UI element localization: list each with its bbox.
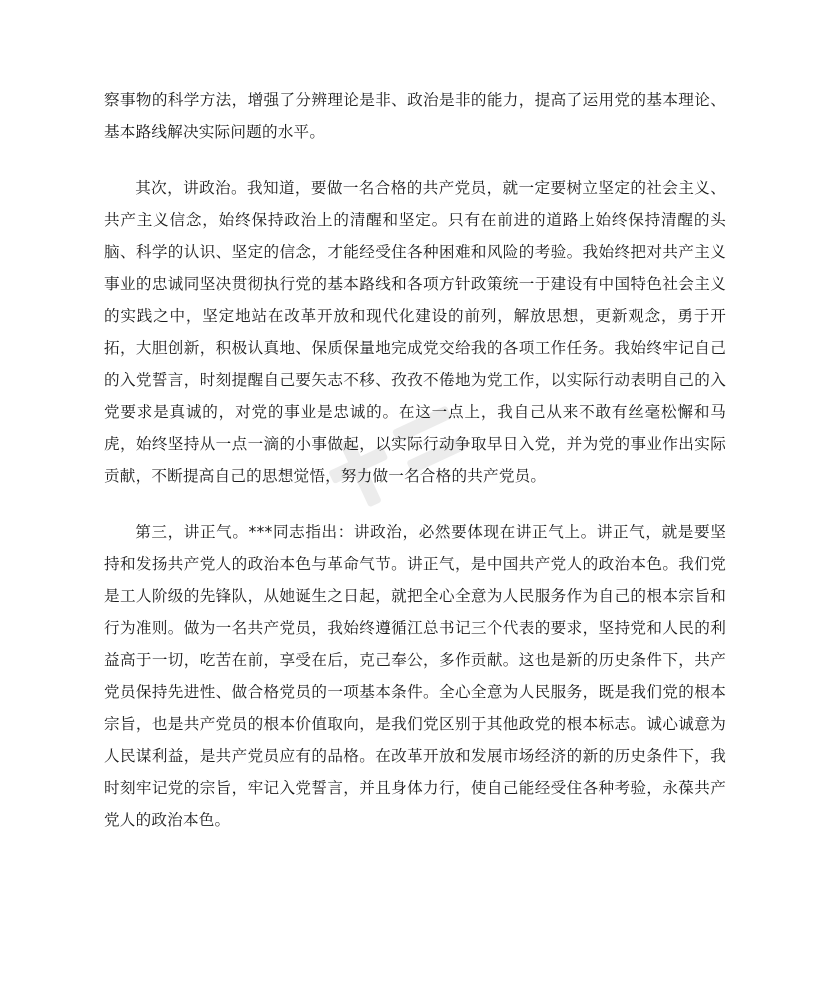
paragraph-gap: [104, 492, 726, 516]
paragraph-gap: [104, 148, 726, 172]
paragraph-second-point: 其次，讲政治。我知道，要做一名合格的共产党员，就一定要树立坚定的社会主义、共产主义信念，始终保持政治上的清醒和坚定。只有在前进的道路上始终保持清醒的头脑、科学的认识、坚定的信念，才能经受住各种困难和风险的考验。我始终把对共产主义事业的忠诚同坚决贯彻执行党的基本路线和各项方针政策统一于建设有中国特色社会主义的实践之中，坚定地站在改革开放和现代化建设的前列，解放思想，更新观念，勇于开拓，大胆创新，积极认真地、保质保量地完成党交给我的各项工作任务。我始终牢记自己的入党誓言，时刻提醒自己要矢志不移、孜孜不倦地为党工作，以实际行动表明自己的入党要求是真诚的，对党的事业是忠诚的。在这一点上，我自己从来不敢有丝毫松懈和马虎，始终坚持从一点一滴的小事做起，以实际行动争取早日入党，并为党的事业作出实际贡献，不断提高自己的思想觉悟，努力做一名合格的共产党员。: [104, 179, 726, 485]
paragraph-continuation: 察事物的科学方法，增强了分辨理论是非、政治是非的能力，提高了运用党的基本理论、基本路线解决实际问题的水平。: [104, 91, 726, 141]
paragraph-third-point: 第三，讲正气。***同志指出：讲政治，必然要体现在讲正气上。讲正气，就是要坚持和发扬共产党人的政治本色与革命气节。讲正气，是中国共产党人的政治本色。我们党是工人阶级的先锋队，从她诞生之日起，就把全心全意为人民服务作为自己的根本宗旨和行为准则。做为一名共产党员，我始终遵循江总书记三个代表的要求，坚持党和人民的利益高于一切，吃苦在前，享受在后，克己奉公，多作贡献。这也是新的历史条件下，共产党员保持先进性、做合格党员的一项基本条件。全心全意为人民服务，既是我们党的根本宗旨，也是共产党员的根本价值取向，是我们党区别于其他政党的根本标志。诚心诚意为人民谋利益，是共产党员应有的品格。在改革开放和发展市场经济的新的历史条件下，我时刻牢记党的宗旨，牢记入党誓言，并且身体力行，使自己能经受住各种考验，永葆共产党人的政治本色。: [104, 523, 726, 829]
document-page: [104, 84, 726, 836]
